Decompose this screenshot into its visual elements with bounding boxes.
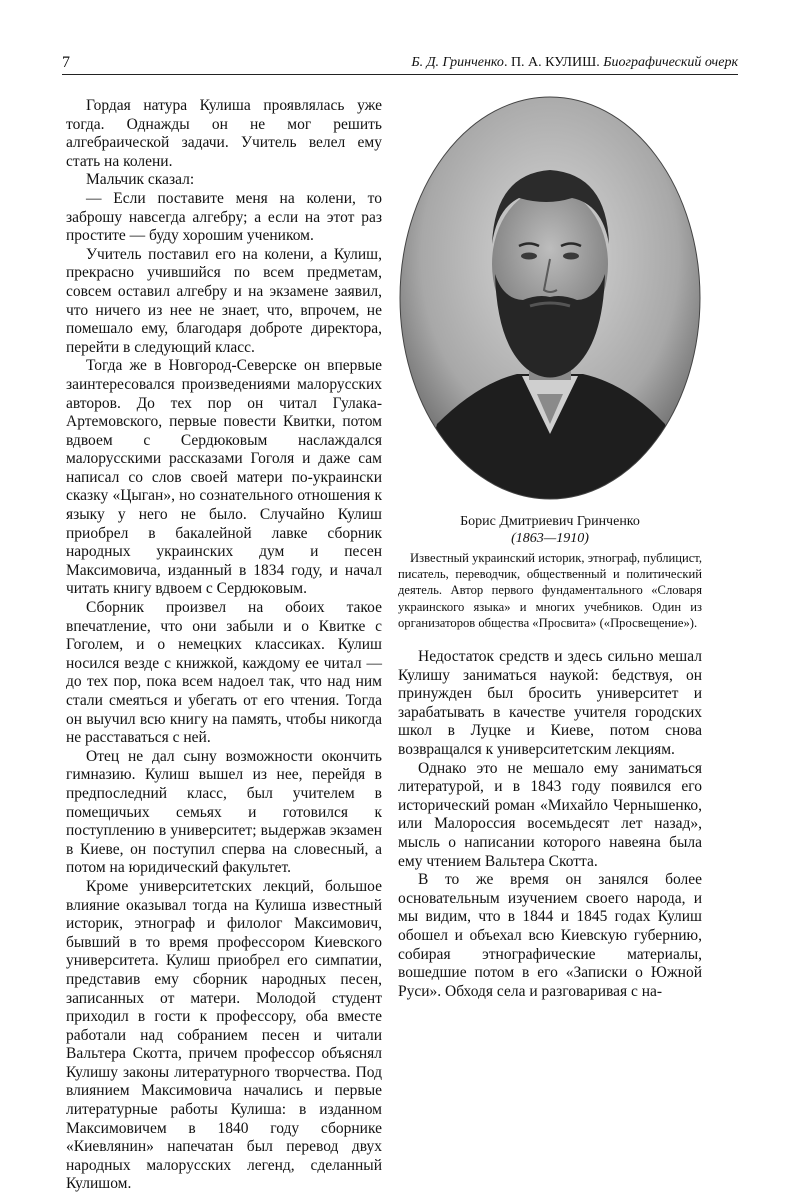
running-header bbox=[62, 52, 738, 75]
paragraph: Отец не дал сыну возможности окончить гимназию. Кулиш вышел из нее, перейдя в предпоследний класс, был учителем в помещичьих семьях и готовился к поступлению в университет; выдержав экзамен в Киеве, он поступил сперва на словесный, а потом на юридический факультет. bbox=[66, 747, 382, 877]
portrait-photo bbox=[397, 94, 703, 502]
paragraph: — Если поставите меня на колени, то заброшу навсегда алгебру; а если на этот раз простите — буду хорошим учеником. bbox=[66, 189, 382, 245]
header-author: Б. Д. Гринченко bbox=[411, 55, 504, 70]
running-title: Б. Д. Гринченко. П. А. КУЛИШ. Биографический очерк bbox=[411, 55, 738, 70]
paragraph: Мальчик сказал: bbox=[86, 171, 195, 189]
header-subtitle: Биографический очерк bbox=[603, 55, 738, 70]
paragraph: Тогда же в Новгород-Северске он впервые заинтересовался произведениями малорусских авторов. До тех пор он читал Гулака-Артемовского, первые повести Квитки, потом вдвоем с Сердюковым наслаждался малорусскими рассказами Гоголя и даже сам написал со слов своей матери по-украински сказку «Цыган», но сознательного отношения к языку у него не было. Случайно Кулиш приобрел в бакалейной лавке сборник народных украинских дум и песен Максимовича, изданный в 1834 году, и начал читать книгу вдвоем с Сердюковым. bbox=[66, 357, 382, 598]
portrait-oval bbox=[397, 94, 703, 502]
paragraph: Недостаток средств и здесь сильно мешал Кулишу заниматься наукой: бедствуя, он принужден был бросить университет и зарабатывать в качестве учителя городских школ в Луцке и Киеве, потом снова возвращался к университетским лекциям. bbox=[398, 648, 702, 758]
right-column bbox=[398, 648, 702, 1001]
paragraph: Учитель поставил его на колени, а Кулиш, прекрасно учившийся по всем предметам, совсем оставил алгебру и на экзамене заявил, что ничего из нее не знает, что, впрочем, не помешало ему, благодаря доброте директора, перейти в следующий класс. bbox=[66, 245, 382, 356]
paragraph: В то же время он занялся более основательным изучением своего народа, и мы видим, что в 1844 и 1845 годах Кулиш обошел и объехал всю Киевскую губернию, собирая этнографические материалы, вошедшие потом в его «Записки о Южной Руси». Обходя села и разговаривая с на- bbox=[398, 871, 702, 1000]
paragraph: Однако это не мешало ему заниматься литературой, и в 1843 году появился его исторический роман «Михайло Чернышенко, или Малороссия восемьдесят лет назад», мысль о написании которого навеяна была ему чтением Вальтера Скотта. bbox=[398, 759, 702, 870]
caption-text: Известный украинский историк, этнограф, публицист, писатель, переводчик, общественный и политический деятель. Автор первого фундаментального «Словаря украинского языка» и многих учебников. Один из организаторов общества «Просвита» («Просвещение»). bbox=[398, 551, 702, 630]
paragraph: Гордая натура Кулиша проявлялась уже тогда. Однажды он не мог решить алгебраической задачи. Учитель велел ему стать на колени. bbox=[66, 97, 382, 170]
caption-name: Борис Дмитриевич Гринченко bbox=[460, 514, 640, 529]
paragraph: Кроме университетских лекций, большое влияние оказывал тогда на Кулиша известный историк, этнограф и филолог Максимович, бывший в то время профессором Киевского университета. Кулиш приобрел его симпатии, представив ему сборник народных песен, записанных от матери. Молодой студент приходил в гости к профессору, оба вместе работали над собранием песен и читали Вальтера Скотта, причем профессор объяснял Кулишу законы литературного творчества. Под влиянием Максимовича начались и первые литературные работы Кулиша: в изданном Максимовичем в 1840 году сборнике «Киевлянин» напечатан был перевод двух народных малорусских легенд, сделанный Кулишом. bbox=[66, 877, 382, 1193]
caption-years: (1863—1910) bbox=[511, 531, 589, 546]
left-column bbox=[66, 97, 382, 1194]
paragraph: Сборник произвел на обоих такое впечатление, что они забыли и о Квитке с Гоголем, и о немецких классиках. Кулиш носился везде с книжкой, каждому ее читал — до тех пор, пока всем надоел так, что над ним стали смеяться и убегать от его чтения. Тогда он выучил всю книгу на память, чтобы никогда не расставаться с ней. bbox=[66, 599, 382, 747]
header-subject: П. А. КУЛИШ bbox=[510, 55, 597, 70]
page-number: 7 bbox=[62, 54, 70, 71]
